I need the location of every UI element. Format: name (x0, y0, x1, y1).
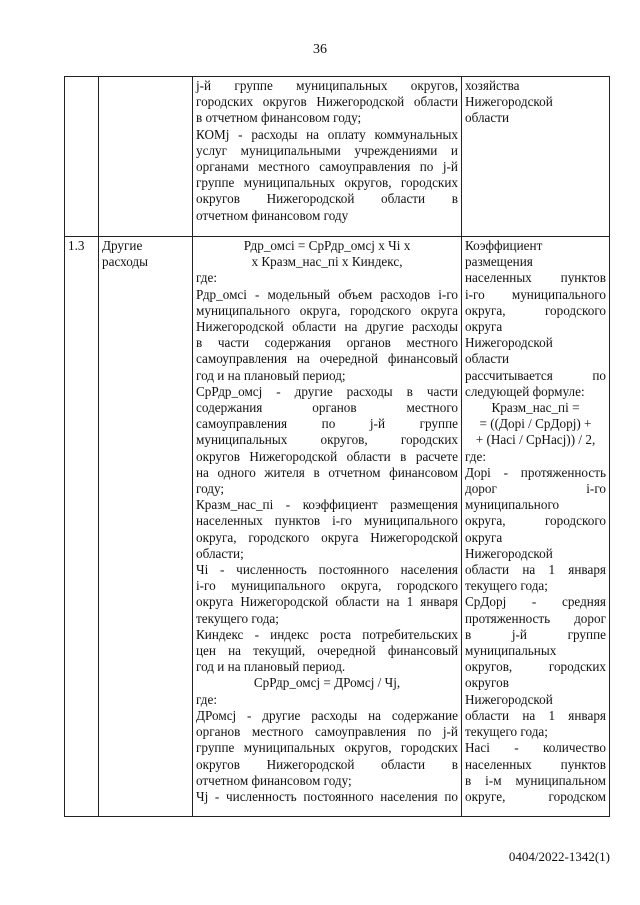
text-line: области (465, 351, 510, 367)
text-line: самоуправления на очередной финансовый (196, 351, 458, 367)
text-line: + (Насi / СрНасj)) / 2, (475, 432, 596, 448)
text-line: содержания органов местного (196, 400, 458, 416)
text-line: СрДорj - средняя (465, 594, 606, 610)
text-line: округа, городского округа Нижегородской (196, 529, 458, 545)
text-line: i-го муниципального округа, городского (196, 578, 458, 594)
text-line: Чj - численность постоянного населения по (196, 788, 458, 804)
text-line: году; (196, 481, 225, 497)
text-line: размещения (465, 254, 533, 270)
row-number-cell: 1.3 (65, 237, 99, 817)
text-line: i-го муниципального (465, 286, 606, 302)
text-line: области на 1 января (465, 707, 606, 723)
text-line: округа (465, 319, 503, 335)
text-line: протяженность дорог (465, 610, 606, 626)
text-line: городских округов Нижегородской области (196, 94, 458, 110)
text-line: год и на плановый период. (196, 659, 346, 675)
text-line: группе муниципальных округов, городских (196, 740, 458, 756)
text-line: хозяйства (465, 78, 520, 93)
text-line: текущего года; (196, 610, 279, 626)
text-line: в i-м муниципальном (465, 772, 606, 788)
text-line: цен на текущий, очередной финансовый (196, 643, 458, 659)
text-line: населенных пунктов i-го муниципального (196, 513, 458, 529)
text-line: Рдр_омсi - модельный объем расходов i-го (196, 286, 458, 302)
text-line: Насi - количество (465, 740, 606, 756)
text-line: Кразм_нас_пi - коэффициент размещения (196, 497, 458, 513)
text-line: муниципального округа, городского округа (196, 302, 458, 318)
text-line: Коэффициент (465, 238, 543, 253)
text-line: округов (465, 675, 509, 691)
text-line: = ((Дорi / СрДорj) + (479, 416, 592, 432)
text-line: Нижегородской (465, 691, 553, 707)
text-line: рассчитывается по (465, 367, 606, 383)
table-row-continuation (65, 77, 610, 237)
text-line: j-й группе муниципальных округов, (196, 78, 458, 93)
text-line: Киндекс - индекс роста потребительских (196, 626, 458, 642)
text-line: округов Нижегородской области в (196, 191, 458, 207)
text-line: год и на плановый период; (196, 367, 346, 383)
text-line: области; (196, 545, 244, 561)
note-cell (462, 77, 610, 237)
text-line: Чi - численность постоянного населения (196, 562, 458, 578)
text-line: области (465, 110, 510, 126)
text-line: области на 1 января (465, 562, 606, 578)
text-line: Дорi - протяженность (465, 464, 606, 480)
table-row-1-3 (65, 237, 610, 817)
text-line: отчетном финансовом году (196, 207, 349, 223)
text-line: Рдр_омсi = СрРдр_омсj х Чi х (243, 238, 411, 253)
text-line: населенных пунктов (465, 270, 606, 286)
text-line: СрРдр_омсj = ДРомсj / Чj, (253, 675, 401, 691)
text-line: Нижегородской (465, 335, 553, 351)
text-line: органами местного самоуправления по j-й (196, 159, 458, 175)
text-line: где: (196, 270, 217, 286)
text-line: Нижегородской (465, 94, 553, 110)
text-line: где: (196, 691, 217, 707)
text-line: где: (465, 448, 486, 464)
text-line: Нижегородской области на другие расходы (196, 319, 458, 335)
page-number: 36 (313, 42, 327, 57)
methodology-table (64, 76, 610, 817)
text-line: СрРдр_омсj - другие расходы в части (196, 383, 458, 399)
calculation-description-cell (193, 237, 462, 817)
row-number-cell (65, 77, 99, 237)
calculation-description-cell (193, 77, 462, 237)
text-line: КОМj - расходы на оплату коммунальных (196, 126, 458, 142)
text-line: округов Нижегородской области в расчете (196, 448, 458, 464)
text-line: органов местного самоуправления по j-й (196, 724, 458, 740)
text-line: округов Нижегородской области в (196, 756, 458, 772)
text-line: в j-й группе (465, 626, 606, 642)
text-line: самоуправления по j-й группе (196, 416, 458, 432)
text-line: округов, городских (465, 659, 606, 675)
text-line: округа Нижегородской области на 1 января (196, 594, 458, 610)
text-line: отчетном финансовом году; (196, 772, 352, 788)
text-line: муниципальных (465, 643, 557, 659)
text-line: Нижегородской (465, 545, 553, 561)
text-line: округа (465, 529, 503, 545)
text-line: муниципальных округов, городских (196, 432, 458, 448)
text-line: текущего года; (465, 724, 548, 740)
text-line: округа, городского (465, 302, 606, 318)
expense-name-cell (99, 77, 193, 237)
text-line: муниципального (465, 497, 560, 513)
document-code: 0404/2022-1342(1) (508, 849, 610, 864)
text-line: ДРомсj - другие расходы на содержание (196, 707, 458, 723)
text-line: текущего года; (465, 578, 548, 594)
text-line: в части содержания органов местного (196, 335, 458, 351)
text-line: следующей формуле: (465, 383, 585, 399)
text-line: населенных пунктов (465, 756, 606, 772)
note-cell (462, 237, 610, 817)
text-line: округе, городском (465, 788, 606, 804)
text-line: дорог i-го (465, 481, 606, 497)
text-line: х Кразм_нас_пi х Киндекс, (251, 254, 403, 270)
text-line: в отчетном финансовом году; (196, 110, 362, 126)
text-line: округа, городского (465, 513, 606, 529)
text-line: услуг муниципальными учреждениями и (196, 142, 458, 158)
text-line: Кразм_нас_пi = (491, 400, 580, 416)
expense-name-cell: Другие расходы (99, 237, 193, 817)
text-line: на одного жителя в отчетном финансовом (196, 464, 458, 480)
text-line: группе муниципальных округов, городских (196, 175, 458, 191)
